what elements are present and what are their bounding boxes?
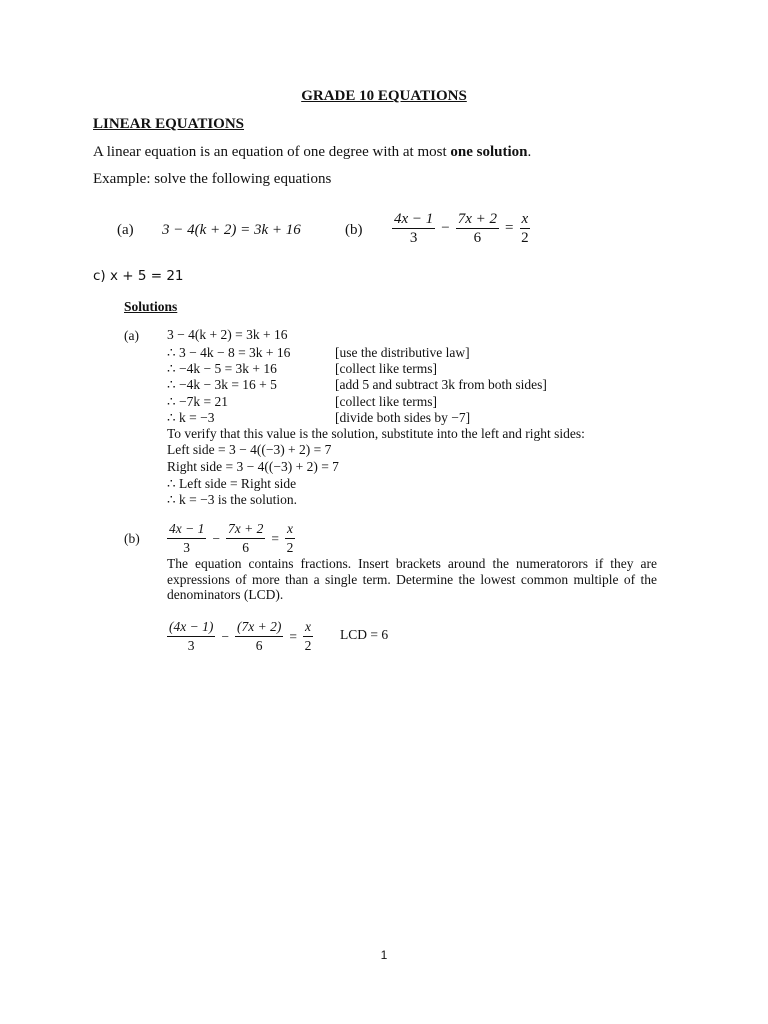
numerator: x bbox=[303, 618, 313, 637]
fraction bbox=[167, 618, 215, 655]
solution-b-equation bbox=[167, 520, 295, 557]
solution-a-step-expr: 3 − 4(k + 2) = 3k + 16 bbox=[167, 327, 288, 342]
left-side: Left side = 3 − 4((−3) + 2) = 7 bbox=[167, 442, 332, 457]
solutions-heading: Solutions bbox=[124, 299, 178, 314]
denominator: 2 bbox=[286, 540, 294, 555]
denominator: 6 bbox=[242, 540, 250, 555]
problem-a-equation bbox=[162, 222, 301, 239]
definition-text bbox=[93, 144, 531, 161]
solution-b-paragraph: The equation contains fractions. Insert brackets around the numeratorors if they are expressions of more than a single term. Determine the lowest common multiple of the denominators (LCD). bbox=[167, 556, 657, 602]
fraction bbox=[235, 618, 283, 655]
solution-a-step-note: [divide both sides by −7] bbox=[335, 410, 471, 425]
problem-a-expr: 3 − 4(k + 2) = 3k + 16 bbox=[162, 222, 301, 238]
right-side: Right side = 3 − 4((−3) + 2) = 7 bbox=[167, 459, 339, 474]
minus-sign: − bbox=[212, 530, 220, 546]
equals-sign: = bbox=[271, 530, 279, 546]
denominator: 2 bbox=[304, 638, 312, 653]
denominator: 3 bbox=[409, 230, 418, 246]
section-heading: LINEAR EQUATIONS bbox=[93, 116, 245, 132]
solution-b-label: (b) bbox=[124, 531, 140, 546]
problem-a-label: (a) bbox=[117, 222, 134, 238]
denominator: 6 bbox=[255, 638, 263, 653]
definition-pre: A linear equation is an equation of one degree with at most bbox=[93, 144, 451, 160]
minus-sign: − bbox=[221, 628, 229, 644]
solution-a-step-note: [add 5 and subtract 3k from both sides] bbox=[335, 377, 547, 392]
solution-a-label: (a) bbox=[124, 328, 139, 343]
numerator: x bbox=[285, 520, 295, 539]
verify-intro: To verify that this value is the solution, substitute into the left and right sides: bbox=[167, 426, 585, 441]
problem-b-label: (b) bbox=[345, 222, 363, 238]
solution-b-bracketed-equation bbox=[167, 618, 313, 655]
solution-a-step-note: [use the distributive law] bbox=[335, 345, 470, 360]
definition-post: . bbox=[527, 144, 532, 160]
denominator: 2 bbox=[521, 230, 529, 246]
solution-a-step-note: [collect like terms] bbox=[335, 361, 437, 376]
fraction bbox=[520, 210, 531, 247]
solution-a-step-expr: ∴ −4k − 3k = 16 + 5 bbox=[167, 377, 277, 392]
equals-sign: = bbox=[289, 628, 297, 644]
example-intro: Example: solve the following equations bbox=[93, 171, 332, 187]
numerator: x bbox=[521, 211, 529, 227]
solution-a-step-note: [collect like terms] bbox=[335, 394, 437, 409]
page-number: 1 bbox=[380, 948, 388, 962]
conclusion-2: ∴ k = −3 is the solution. bbox=[167, 492, 297, 507]
lcd-note: LCD = 6 bbox=[340, 627, 389, 642]
problem-b-equation bbox=[392, 210, 530, 247]
solution-a-step-expr: ∴ k = −3 bbox=[167, 410, 215, 425]
minus-sign: − bbox=[441, 220, 450, 236]
equals-sign: = bbox=[505, 220, 514, 236]
fraction bbox=[456, 210, 499, 247]
denominator: 3 bbox=[187, 638, 195, 653]
fraction bbox=[226, 520, 265, 557]
fraction bbox=[392, 210, 435, 247]
problem-c-equation: c) x + 5 = 21 bbox=[93, 268, 184, 284]
denominator: 3 bbox=[183, 540, 191, 555]
numerator: 7x + 2 bbox=[226, 520, 265, 539]
fraction bbox=[167, 520, 206, 557]
numerator: 4x − 1 bbox=[394, 211, 434, 227]
numerator: 7x + 2 bbox=[457, 211, 498, 227]
conclusion-1: ∴ Left side = Right side bbox=[167, 476, 297, 491]
solution-a-step-expr: ∴ 3 − 4k − 8 = 3k + 16 bbox=[167, 345, 291, 360]
numerator: (7x + 2) bbox=[235, 618, 283, 637]
document-title: GRADE 10 EQUATIONS bbox=[301, 88, 467, 104]
numerator: 4x − 1 bbox=[167, 520, 206, 539]
solution-a-step-expr: ∴ −7k = 21 bbox=[167, 394, 228, 409]
denominator: 6 bbox=[473, 230, 482, 246]
solution-a-step-expr: ∴ −4k − 5 = 3k + 16 bbox=[167, 361, 277, 376]
definition-bold: one solution bbox=[450, 144, 528, 160]
numerator: (4x − 1) bbox=[167, 618, 215, 637]
fraction bbox=[303, 618, 313, 655]
fraction bbox=[285, 520, 295, 557]
